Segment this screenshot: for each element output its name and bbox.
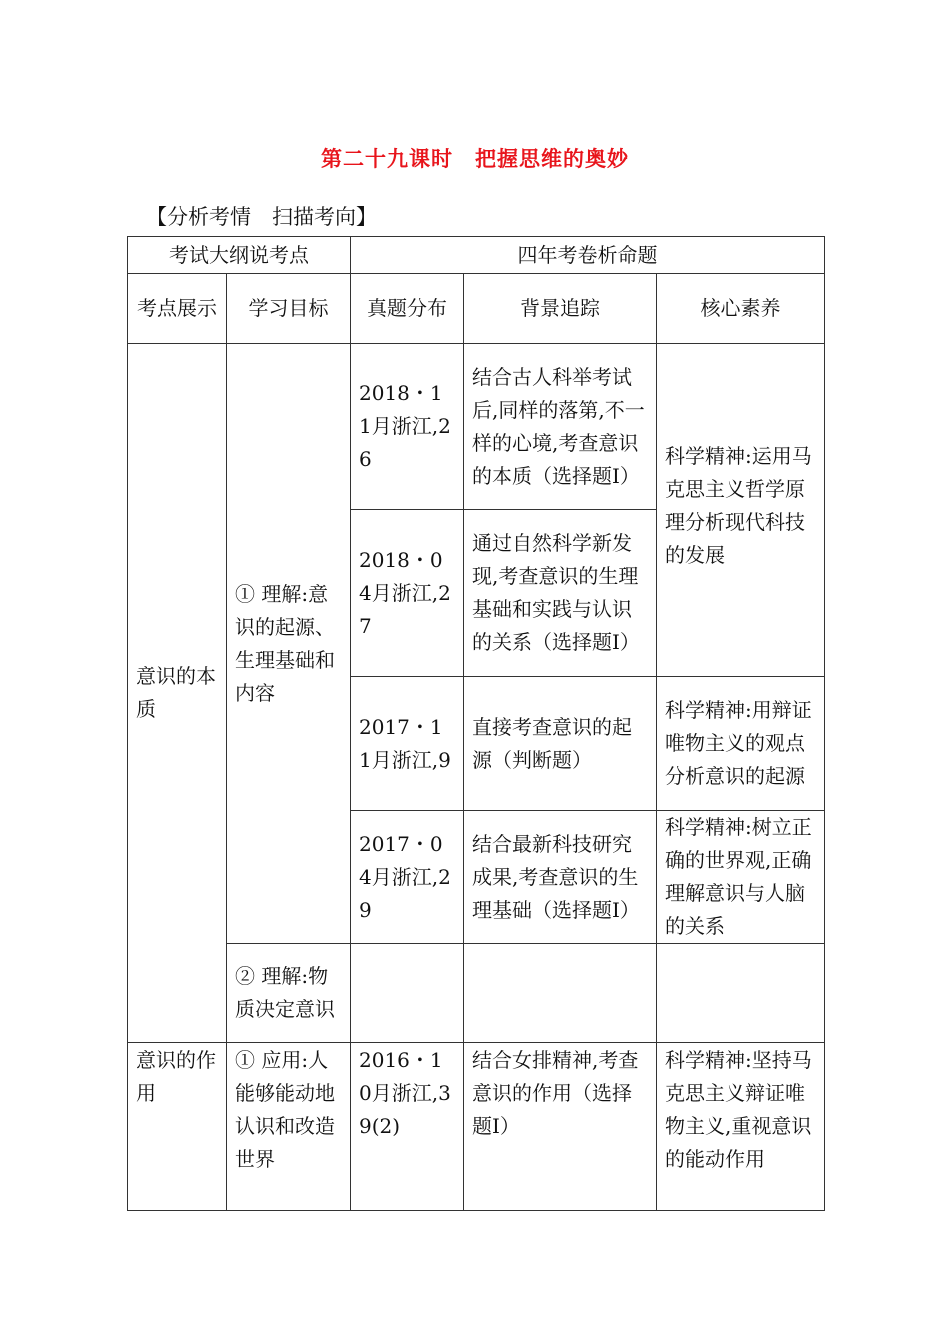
background-cell-empty [464, 944, 657, 1043]
background-cell: 通过自然科学新发现,考查意识的生理基础和实践与认识的关系（选择题Ⅰ） [464, 510, 657, 677]
column-header-distribution: 真题分布 [351, 274, 464, 344]
objective-cell: ② 理解:物质决定意识 [227, 944, 351, 1043]
objective-cell: ① 理解:意识的起源、生理基础和内容 [227, 344, 351, 944]
column-header-objective: 学习目标 [227, 274, 351, 344]
background-cell: 直接考查意识的起源（判断题） [464, 677, 657, 811]
distribution-cell-empty [351, 944, 464, 1043]
section-heading: 【分析考情 扫描考向】 [146, 205, 377, 229]
column-header-row [128, 274, 825, 344]
table-row [128, 1043, 825, 1211]
distribution-cell: 2016・10月浙江,39(2) [351, 1043, 464, 1211]
topic-cell: 意识的本质 [128, 344, 227, 1043]
topic-cell: 意识的作用 [128, 1043, 227, 1211]
column-header-background: 背景追踪 [464, 274, 657, 344]
distribution-cell: 2018・11月浙江,26 [351, 344, 464, 510]
distribution-cell: 2017・04月浙江,29 [351, 811, 464, 944]
page-title: 第二十九课时 把握思维的奥妙 [321, 146, 629, 171]
group-header-exams: 四年考卷析命题 [351, 237, 825, 274]
literacy-cell: 科学精神:用辩证唯物主义的观点分析意识的起源 [657, 677, 825, 811]
column-header-topic: 考点展示 [128, 274, 227, 344]
literacy-cell: 科学精神:树立正确的世界观,正确理解意识与人脑的关系 [657, 811, 825, 944]
background-cell: 结合女排精神,考查意识的作用（选择题Ⅰ） [464, 1043, 657, 1211]
exam-analysis-table [127, 236, 825, 1211]
background-cell: 结合古人科举考试后,同样的落第,不一样的心境,考查意识的本质（选择题Ⅰ） [464, 344, 657, 510]
table-row [128, 944, 825, 1043]
column-header-literacy: 核心素养 [657, 274, 825, 344]
distribution-cell: 2018・04月浙江,27 [351, 510, 464, 677]
literacy-cell-empty [657, 944, 825, 1043]
group-header-row [128, 237, 825, 274]
background-cell: 结合最新科技研究成果,考查意识的生理基础（选择题Ⅰ） [464, 811, 657, 944]
literacy-cell: 科学精神:坚持马克思主义辩证唯物主义,重视意识的能动作用 [657, 1043, 825, 1211]
distribution-cell: 2017・11月浙江,9 [351, 677, 464, 811]
table-row [128, 344, 825, 510]
literacy-cell: 科学精神:运用马克思主义哲学原理分析现代科技的发展 [657, 344, 825, 677]
objective-cell: ① 应用:人能够能动地认识和改造世界 [227, 1043, 351, 1211]
group-header-syllabus: 考试大纲说考点 [128, 237, 351, 274]
